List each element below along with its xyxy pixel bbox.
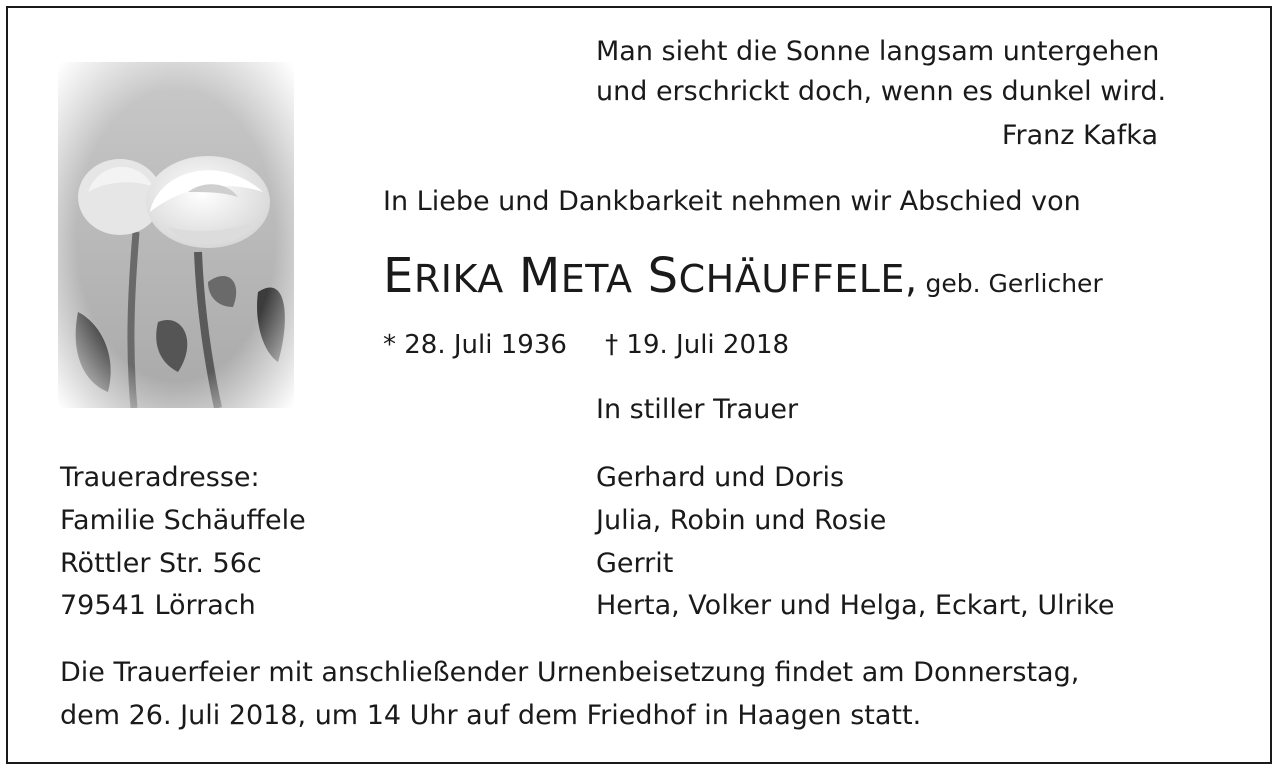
name-rest-middle: ETA: [560, 257, 633, 301]
deceased-name: [383, 250, 1103, 303]
birth-date: * 28. Juli 1936: [383, 330, 567, 360]
address-label: Traueradresse:: [60, 462, 260, 493]
quote-author: Franz Kafka: [1001, 120, 1158, 151]
quote-line-1: Man sieht die Sonne langsam untergehen: [596, 36, 1160, 67]
rose-photo: [58, 62, 294, 408]
name-rest-last: CHÄUFFELE: [678, 257, 905, 301]
mourner-line: Gerrit: [596, 548, 674, 579]
mourner-line: Herta, Volker und Helga, Eckart, Ulrike: [596, 590, 1115, 621]
address-line-1: Familie Schäuffele: [60, 505, 306, 536]
life-dates: [383, 330, 789, 360]
name-rest-first: RIKA: [413, 257, 504, 301]
name-initial-first: E: [383, 248, 414, 304]
white-rose-icon: [58, 62, 294, 408]
mourner-line: Julia, Robin und Rosie: [596, 505, 887, 536]
mourner-line: Gerhard und Doris: [596, 462, 845, 493]
name-initial-last: S: [647, 248, 679, 304]
quote-line-2: und erschrickt doch, wenn es dunkel wird.: [596, 76, 1167, 107]
mourning-label: In stiller Trauer: [596, 394, 799, 425]
address-line-3: 79541 Lörrach: [60, 590, 256, 621]
name-comma: ,: [904, 257, 918, 301]
intro-text: In Liebe und Dankbarkeit nehmen wir Abschied von: [383, 186, 1081, 217]
death-date: † 19. Juli 2018: [605, 330, 790, 360]
address-line-2: Röttler Str. 56c: [60, 548, 262, 579]
ceremony-line-2: dem 26. Juli 2018, um 14 Uhr auf dem Friedhof in Haagen statt.: [60, 700, 922, 731]
name-initial-middle: M: [518, 248, 561, 304]
ceremony-line-1: Die Trauerfeier mit anschließender Urnenbeisetzung findet am Donnerstag,: [60, 657, 1080, 688]
maiden-name: geb. Gerlicher: [925, 269, 1103, 298]
